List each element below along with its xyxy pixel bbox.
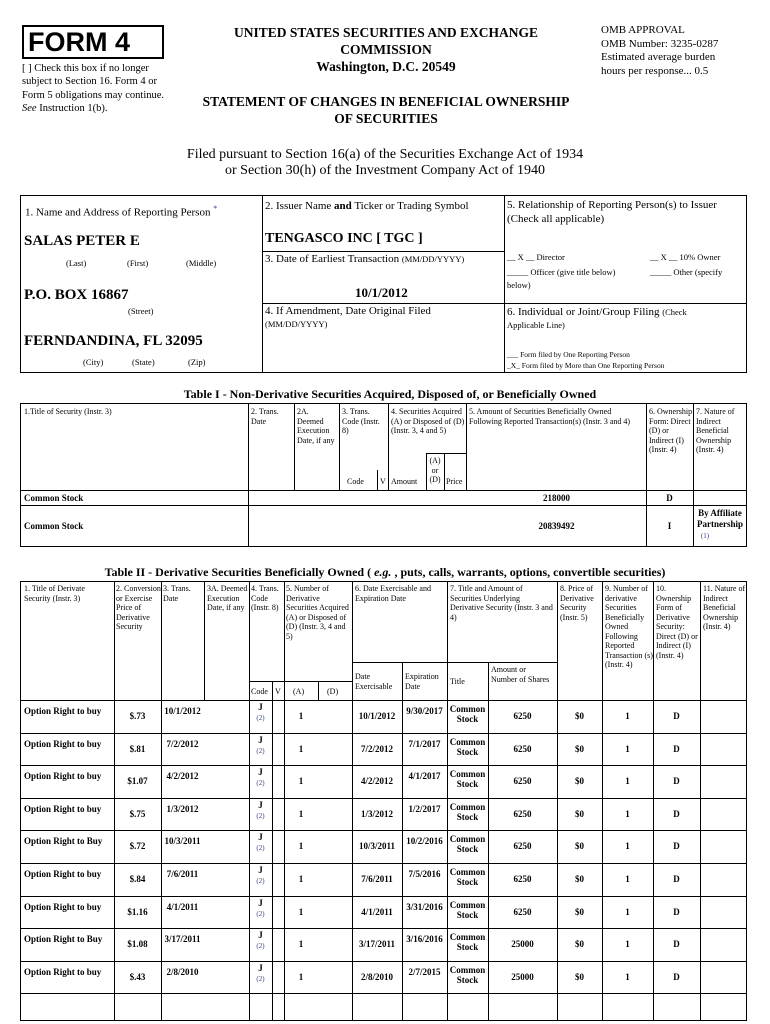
t2-row-dprice: $0 [575, 841, 584, 851]
t2-row-shares: 6250 [513, 776, 532, 786]
t1-h-aord: (A) or (D) [429, 456, 441, 484]
t2-row-dprice: $0 [575, 809, 584, 819]
t2-h-date: 3. Trans. Date [163, 584, 191, 603]
box2-label-post: Ticker or Trading Symbol [351, 200, 469, 212]
t2-row-footnote[interactable]: (2) [256, 747, 265, 755]
t2-row-expiration: 7/1/2017 [408, 739, 441, 749]
t2-row-divider [20, 863, 747, 864]
t2-row-title: Option Right to buy [24, 869, 102, 879]
issuer-name: TENGASCO INC [ TGC ] [265, 231, 423, 246]
t2-row-num: 1 [625, 711, 630, 721]
t2-row-shares: 6250 [513, 744, 532, 754]
omb-line2: OMB Number: 3235-0287 [601, 37, 719, 50]
t1-row2-title: Common Stock [24, 521, 84, 531]
t2-row-title: Option Right to buy [24, 706, 102, 716]
t2-row-footnote[interactable]: (2) [256, 714, 265, 722]
t2-row-exercisable: 2/8/2010 [360, 972, 393, 982]
t2-row-date: 10/1/2012 [164, 706, 201, 716]
t2-row-under: Common Stock [449, 867, 486, 887]
t2-h-nature: 11. Nature of Indirect Beneficial Ownership (Instr. 4) [703, 584, 746, 631]
t1-row2-form: I [667, 521, 672, 531]
t2-row-num: 1 [625, 744, 630, 754]
check-box-instructions [22, 62, 172, 115]
t2-title-pre: Table II - Derivative Securities Beneficially Owned ( [104, 565, 375, 579]
t2-row-exercisable: 1/3/2012 [360, 809, 393, 819]
t2-row-exercisable: 10/1/2012 [358, 711, 396, 721]
t2-h-date-ex: Date Exercisable [355, 672, 393, 691]
t2-row-date: 7/6/2011 [166, 869, 199, 879]
box2-label-and: and [334, 200, 352, 212]
t2-h-underlying: 7. Title and Amount of Securities Underlying Derivative Security (Instr. 3 and 4) [450, 584, 553, 622]
t2-h-price: 8. Price of Derivative Security (Instr. 5) [560, 584, 594, 622]
t2-row-under: Common Stock [449, 737, 486, 757]
t2-row-dprice: $0 [575, 907, 584, 917]
t2-row-footnote[interactable]: (2) [256, 812, 265, 820]
t2-row-a: 1 [298, 972, 304, 982]
t2-row-code: J [258, 800, 263, 810]
t2-row-form: D [673, 841, 680, 851]
city-label: (City) [83, 357, 104, 367]
city-value: FERNDANDINA, FL 32095 [24, 333, 203, 349]
t2-h-d-sub: (D) [327, 687, 339, 696]
t2-row-expiration: 1/2/2017 [408, 804, 441, 814]
t1-h-nature: 7. Nature of Indirect Beneficial Ownership (Instr. 4) [696, 407, 735, 454]
t1-row1-form: D [666, 493, 673, 503]
t2-row-expiration: 3/31/2016 [406, 902, 443, 912]
t1-h-amount: 5. Amount of Securities Beneficially Owned Following Reported Transaction(s) (Instr. 3 and 4) [469, 407, 631, 426]
t2-row-code: J [258, 963, 263, 973]
box5-label [507, 198, 747, 226]
t2-row-divider [20, 896, 747, 897]
t2-row-code: J [258, 702, 263, 712]
t2-h-form: 10. Ownership Form of Derivative Security: Direct (D) or Indirect (I) (Instr. 4) [656, 584, 698, 660]
agency-line2: COMMISSION [340, 42, 432, 57]
t2-row-title: Option Right to buy [24, 771, 102, 781]
form-title: FORM 4 [22, 25, 164, 59]
t2-row-price: $.72 [129, 841, 146, 851]
t2-row-under: Common Stock [449, 900, 486, 920]
t2-row-form: D [673, 744, 680, 754]
t2-row-exercisable: 3/17/2011 [358, 939, 395, 949]
t2-row-shares: 25000 [511, 972, 534, 982]
box4-label: 4. If Amendment, Date Original Filed [265, 305, 431, 317]
box4-format: (MM/DD/YYYY) [265, 319, 328, 329]
t1-row1-amount: 218000 [543, 493, 570, 503]
t2-row-shares: 25000 [511, 939, 534, 949]
t2-row-dprice: $0 [575, 776, 584, 786]
table1-title: Table I - Non-Derivative Securities Acquired, Disposed of, or Beneficially Owned [183, 387, 597, 401]
t2-row-exercisable: 4/1/2011 [361, 907, 393, 917]
t1-h-code-sub: Code [347, 477, 364, 486]
t2-row-footnote[interactable]: (2) [256, 910, 265, 918]
box6-check: (Check [662, 307, 687, 317]
t2-row-divider [20, 928, 747, 929]
t2-row-a: 1 [298, 907, 304, 917]
director-option[interactable]: __ X __ Director [507, 252, 565, 262]
t2-row-num: 1 [625, 776, 630, 786]
t2-row-a: 1 [298, 874, 304, 884]
middle-label: (Middle) [186, 258, 217, 268]
t2-row-under: Common Stock [449, 965, 486, 985]
see-instruction: Instruction 1(b). [36, 102, 108, 114]
t2-row-exercisable: 7/6/2011 [361, 874, 393, 884]
box3-label [265, 253, 464, 265]
statement-line2: OF SECURITIES [334, 111, 438, 126]
statement-line1: STATEMENT OF CHANGES IN BENEFICIAL OWNERSHIP [202, 94, 570, 109]
t2-row-price: $1.16 [127, 907, 148, 917]
t2-row-form: D [673, 874, 680, 884]
t2-title-eg: e.g. [374, 565, 392, 579]
t2-row-a: 1 [298, 939, 304, 949]
t2-row-num: 1 [625, 841, 630, 851]
box1-label [25, 202, 217, 220]
t2-row-date: 7/2/2012 [166, 739, 199, 749]
state-label: (State) [132, 357, 155, 367]
t2-row-price: $.81 [129, 744, 146, 754]
t2-row-shares: 6250 [513, 809, 532, 819]
t2-row-shares: 6250 [513, 874, 532, 884]
t1-h-amount-sub: Amount [391, 477, 418, 486]
t2-row-expiration: 9/30/2017 [406, 706, 443, 716]
check-box-text[interactable]: [ ] Check this box if no longer subject to Section 16. Form 4 or Form 5 obligations may continue. [22, 63, 165, 101]
t2-row-price: $.84 [129, 874, 146, 884]
t2-h-amount-sub: Amount or Number of Shares [491, 665, 550, 684]
t1-h-ownership: 6. Ownership Form: Direct (D) or Indirect (I) (Instr. 4) [649, 407, 693, 454]
t2-row-shares: 6250 [513, 907, 532, 917]
t2-h-code-sub: Code [251, 687, 268, 696]
t2-row-exercisable: 4/2/2012 [360, 776, 393, 786]
t2-h-conversion: 2. Conversion or Exercise Price of Derivative Security [116, 584, 161, 631]
t2-row-title: Option Right to buy [24, 967, 102, 977]
t2-row-title: Option Right to buy [24, 902, 102, 912]
t2-row-dprice: $0 [575, 939, 584, 949]
t2-row-dprice: $0 [575, 744, 584, 754]
t2-row-a: 1 [298, 744, 304, 754]
t2-row-footnote[interactable]: (2) [256, 877, 265, 885]
t1-h-title: 1.Title of Security (Instr. 3) [24, 407, 112, 416]
t2-row-form: D [673, 711, 680, 721]
statement-title [160, 93, 612, 127]
t2-row-form: D [673, 907, 680, 917]
t2-row-footnote[interactable]: (2) [256, 975, 265, 983]
t2-row-form: D [673, 776, 680, 786]
t2-row-num: 1 [625, 809, 630, 819]
t2-h-owned: 9. Number of derivative Securities Beneficially Owned Following Reported Transaction (s) (Instr. 4) [605, 584, 653, 669]
officer-option[interactable]: _____ Officer (give title below) [507, 267, 616, 277]
reporting-person-name: SALAS PETER E [24, 233, 140, 249]
other-option[interactable]: _____ Other (specify [650, 267, 723, 277]
filed-pursuant [120, 147, 650, 179]
t2-row-a: 1 [298, 841, 304, 851]
t2-row-price: $.43 [129, 972, 146, 982]
t2-row-under: Common Stock [449, 932, 486, 952]
t2-row-date: 4/1/2011 [166, 902, 199, 912]
t2-h-expiration: Expiration Date [405, 672, 439, 691]
omb-line1: OMB APPROVAL [601, 24, 685, 36]
t2-row-form: D [673, 972, 680, 982]
t2-row-exercisable: 7/2/2012 [360, 744, 393, 754]
t1-h-code: 3. Trans. Code (Instr. 8) [342, 407, 380, 435]
t2-row-expiration: 2/7/2015 [408, 967, 441, 977]
t2-row-title: Option Right to buy [24, 739, 102, 749]
t2-row-title: Option Right to Buy [24, 836, 103, 846]
t2-row-date: 4/2/2012 [166, 771, 199, 781]
t2-h-title-sub: Title [450, 677, 465, 686]
t1-h-securities: 4. Securities Acquired (A) or Disposed of (D) (Instr. 3, 4 and 5) [391, 407, 465, 435]
t1-row2-amount: 20839492 [538, 521, 575, 531]
t2-row-dprice: $0 [575, 711, 584, 721]
box6-label [507, 306, 687, 318]
t2-row-num: 1 [625, 874, 630, 884]
t2-row-code: J [258, 832, 263, 842]
zip-label: (Zip) [188, 357, 206, 367]
t2-row-dprice: $0 [575, 874, 584, 884]
filed-line2: or Section 30(h) of the Investment Company Act of 1940 [225, 163, 545, 178]
first-label: (First) [127, 258, 149, 268]
t1-h-price-sub: Price [446, 477, 463, 486]
box2-label [265, 200, 469, 212]
t1-h-deemed: 2A. Deemed Execution Date, if any [297, 407, 335, 445]
t2-row-expiration: 4/1/2017 [408, 771, 441, 781]
table2-title [60, 565, 710, 580]
t2-row-dprice: $0 [575, 972, 584, 982]
omb-line4: hours per response... 0.5 [601, 64, 709, 77]
street-label: (Street) [128, 306, 154, 316]
t2-h-number: 5. Number of Derivative Securities Acquired (A) or Disposed of (D) (Instr. 3, 4 and 5) [286, 584, 349, 641]
filed-line1: Filed pursuant to Section 16(a) of the Securities Exchange Act of 1934 [186, 147, 584, 162]
t2-row-num: 1 [625, 972, 630, 982]
box5-sub: (Check all applicable) [507, 213, 605, 225]
t2-h-title: 1. Title of Derivate Security (Instr. 3) [24, 584, 85, 603]
t2-h-v-sub: V [275, 687, 281, 696]
t2-row-price: $1.07 [127, 776, 148, 786]
t2-row-code: J [258, 930, 263, 940]
t2-h-a-sub: (A) [293, 687, 305, 696]
box6-line: Applicable Line) [507, 320, 565, 330]
t2-row-under: Common Stock [449, 769, 486, 789]
box3-format: (MM/DD/YYYY) [401, 254, 465, 264]
t2-row-code: J [258, 767, 263, 777]
t2-row-title: Option Right to buy [24, 804, 102, 814]
t2-row-divider [20, 733, 747, 734]
agency-block [180, 24, 592, 75]
t2-row-date: 1/3/2012 [166, 804, 199, 814]
last-label: (Last) [66, 258, 87, 268]
t2-row-footnote[interactable]: (2) [256, 844, 265, 852]
t2-row-num: 1 [625, 907, 630, 917]
t2-row-under: Common Stock [449, 802, 486, 822]
t2-row-code: J [258, 865, 263, 875]
t2-row-footnote[interactable]: (2) [256, 779, 265, 787]
t2-row-shares: 6250 [513, 841, 532, 851]
t2-row-divider [20, 830, 747, 831]
filing-option-more[interactable]: _X_ Form filed by More than One Reporting Person [507, 361, 665, 370]
t1-h-date: 2. Trans. Date [251, 407, 279, 426]
t2-row-price: $.73 [129, 711, 146, 721]
t2-row-a: 1 [298, 776, 304, 786]
t1-row2-nature: By Affiliate Partnership [697, 508, 743, 529]
below-label: below) [507, 280, 531, 290]
t2-row-form: D [673, 809, 680, 819]
t2-row-under: Common Stock [449, 704, 486, 724]
t2-row-under: Common Stock [449, 834, 486, 854]
t2-row-code: J [258, 735, 263, 745]
t2-h-exercisable: 6. Date Exercisable and Expiration Date [355, 584, 431, 603]
box6-title: 6. Individual or Joint/Group Filing [507, 306, 660, 318]
t2-h-deemed: 3A. Deemed Execution Date, if any [207, 584, 248, 612]
filing-option-one[interactable]: ___ Form filed by One Reporting Person [507, 350, 630, 359]
t2-row-date: 3/17/2011 [164, 934, 201, 944]
t2-row-expiration: 3/16/2016 [406, 934, 443, 944]
t2-row-price: $1.08 [127, 939, 148, 949]
t2-row-expiration: 7/5/2016 [408, 869, 441, 879]
box1-label-text: 1. Name and Address of Reporting Person [25, 206, 211, 219]
t2-row-price: $.75 [129, 809, 146, 819]
street-value: P.O. BOX 16867 [24, 287, 129, 303]
t2-row-form: D [673, 939, 680, 949]
omb-approval [601, 24, 766, 78]
earliest-transaction-date: 10/1/2012 [355, 285, 408, 300]
t2-row-shares: 6250 [513, 711, 532, 721]
t2-row-date: 10/3/2011 [164, 836, 201, 846]
t2-row-footnote[interactable]: (2) [256, 942, 265, 950]
t2-row-title: Option Right to Buy [24, 934, 103, 944]
t2-row-expiration: 10/2/2016 [406, 836, 443, 846]
t2-row-divider [20, 765, 747, 766]
t1-row1-title: Common Stock [24, 493, 84, 503]
t2-row-a: 1 [298, 809, 304, 819]
agency-line3: Washington, D.C. 20549 [316, 59, 456, 74]
agency-line1: UNITED STATES SECURITIES AND EXCHANGE [233, 25, 539, 40]
t1-h-v-sub: V [380, 477, 386, 486]
see-prefix: See [22, 102, 37, 114]
t2-row-exercisable: 10/3/2011 [358, 841, 395, 851]
t2-row-a: 1 [298, 711, 304, 721]
t2-row-divider [20, 993, 747, 994]
t2-row-date: 2/8/2010 [166, 967, 199, 977]
ten-percent-owner-option[interactable]: __ X __ 10% Owner [650, 252, 721, 262]
box3-label-text: 3. Date of Earliest Transaction [265, 253, 400, 265]
box1-asterisk: * [213, 204, 218, 213]
t2-row-divider [20, 798, 747, 799]
box2-label-pre: 2. Issuer Name [265, 200, 335, 212]
t2-title-post: , puts, calls, warrants, options, convertible securities) [391, 565, 666, 579]
box5-title: 5. Relationship of Reporting Person(s) to Issuer [507, 199, 717, 211]
t2-h-code: 4. Trans. Code (Instr. 8) [251, 584, 279, 612]
t1-row2-note[interactable]: (1) [700, 532, 710, 540]
t2-row-num: 1 [625, 939, 630, 949]
omb-line3: Estimated average burden [601, 51, 716, 63]
t2-row-code: J [258, 898, 263, 908]
t2-row-divider [20, 961, 747, 962]
